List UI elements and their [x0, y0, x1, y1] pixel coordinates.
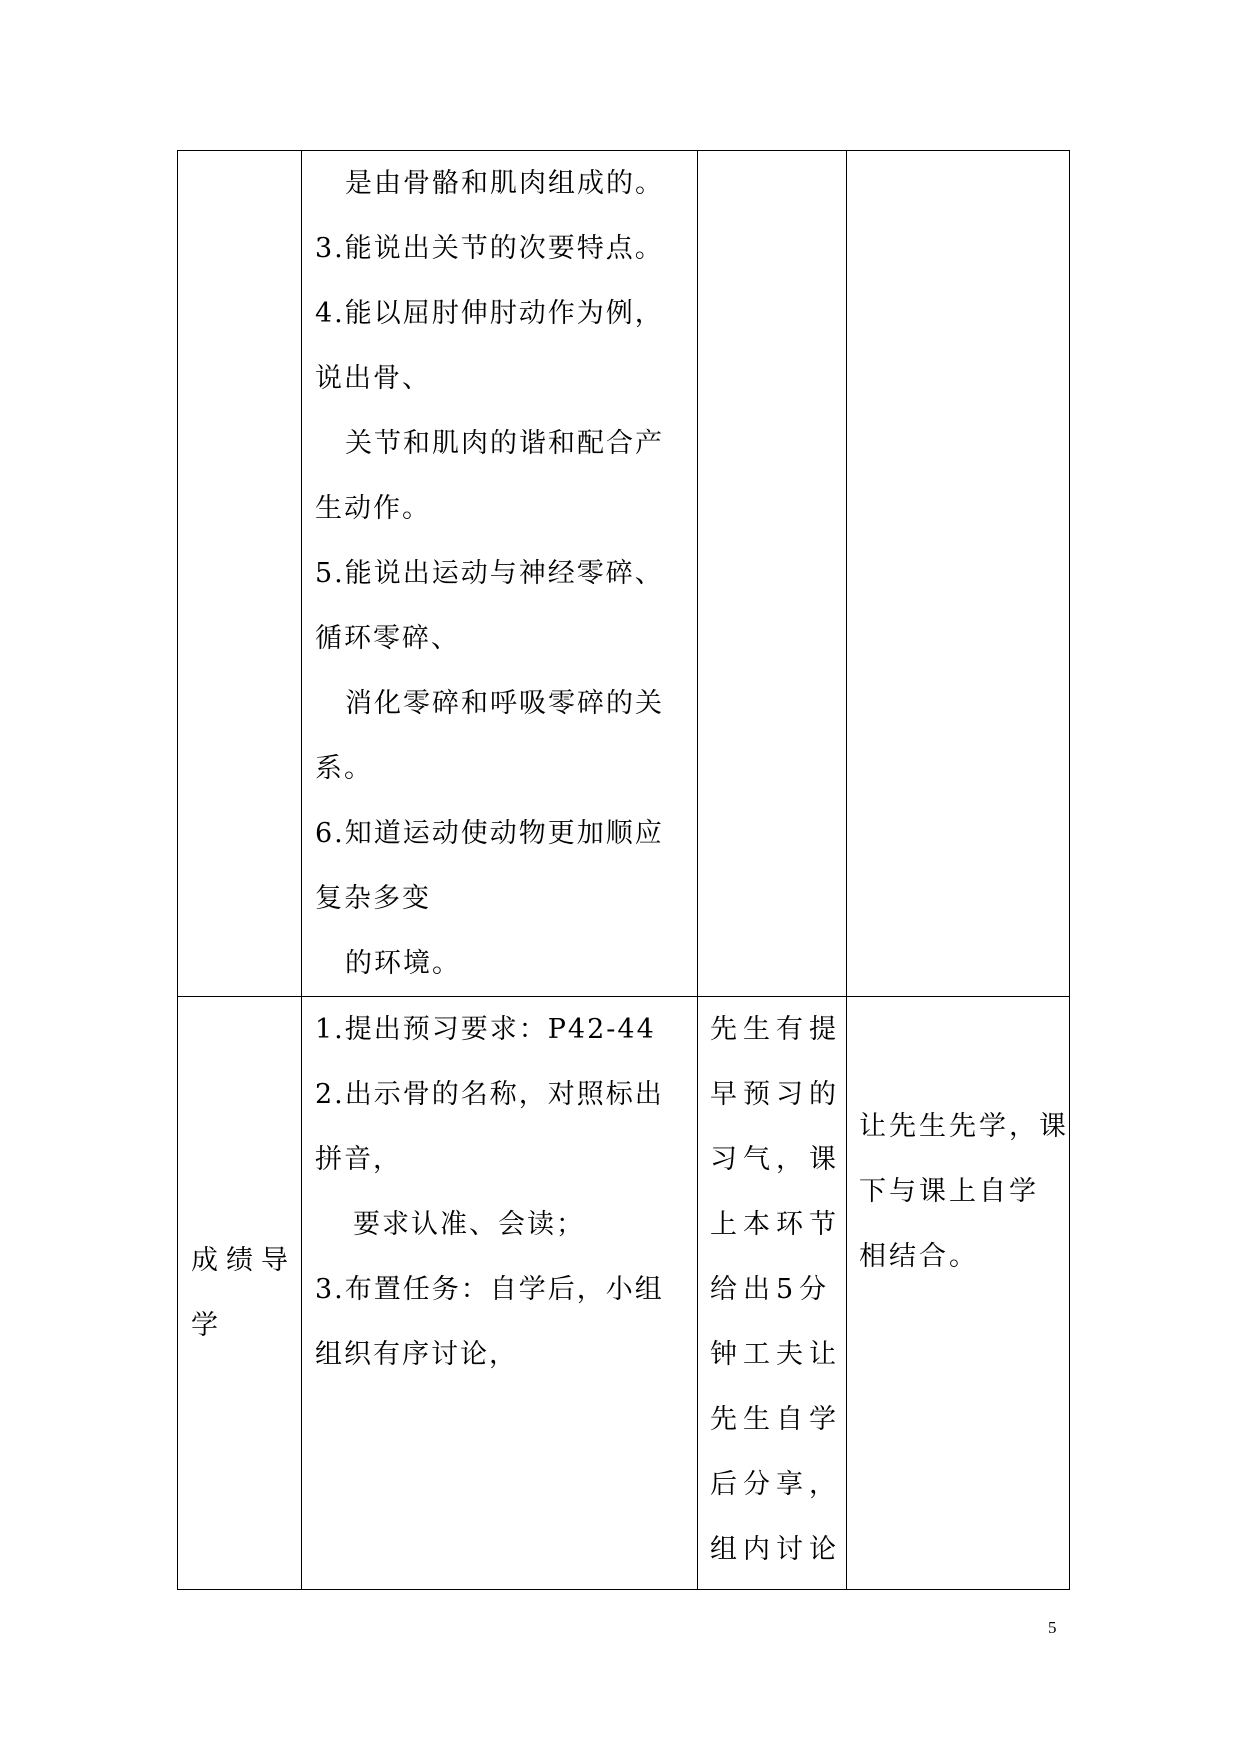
objective-line: 复杂多变	[315, 883, 431, 914]
objective-line: 的环境。	[345, 948, 461, 979]
activity-line: 拼音，	[315, 1144, 402, 1175]
stage-label: 学	[191, 1310, 226, 1341]
activity-line: 3.布置任务：自学后，小组	[315, 1274, 664, 1305]
objective-line: 关节和肌肉的谐和配合产	[345, 428, 664, 459]
table-row	[178, 997, 1070, 1590]
teacher-activities-cell	[302, 997, 698, 1590]
activity-line: 组织有序讨论，	[315, 1339, 518, 1370]
student-activity-line: 先生有提	[710, 1014, 842, 1045]
design-intent-line: 下与课上自学	[859, 1176, 1039, 1207]
design-intent-line: 让先生先学，课	[859, 1111, 1069, 1142]
objective-line: 生动作。	[315, 493, 431, 524]
activity-line: 2.出示骨的名称，对照标出	[315, 1079, 664, 1110]
design-intent-cell	[847, 997, 1070, 1590]
objective-line: 是由骨骼和肌肉组成的。	[345, 168, 664, 199]
objective-line: 5.能说出运动与神经零碎、	[315, 558, 664, 589]
student-activity-line: 上本环节	[710, 1209, 842, 1240]
student-activity-cell	[698, 997, 847, 1590]
activity-line: 要求认准、会读；	[353, 1209, 585, 1240]
stage-label-cell	[178, 151, 302, 997]
student-activity-line: 先生自学	[710, 1404, 842, 1435]
student-activity-line: 习气，课	[710, 1144, 842, 1175]
stage-label-cell	[178, 997, 302, 1590]
objective-line: 4.能以屈肘伸肘动作为例，	[315, 298, 664, 329]
objective-line: 循环零碎、	[315, 623, 460, 654]
student-activity-line: 早预习的	[710, 1079, 842, 1110]
objective-line: 消化零碎和呼吸零碎的关	[345, 688, 664, 719]
student-activity-line: 组内讨论	[710, 1534, 842, 1565]
objective-line: 说出骨、	[315, 363, 431, 394]
activity-line: 1.提出预习要求：P42-44	[315, 1014, 656, 1045]
table-row	[178, 151, 1070, 997]
stage-label: 成绩导	[191, 1245, 296, 1276]
student-activity-line: 后分享，	[710, 1469, 842, 1500]
student-activity-cell	[698, 151, 847, 997]
page-number: 5	[1048, 1618, 1057, 1637]
objective-line: 6.知道运动使动物更加顺应	[315, 818, 664, 849]
student-activity-line: 给出5分	[710, 1274, 833, 1305]
design-intent-cell	[847, 151, 1070, 997]
objective-line: 系。	[315, 753, 373, 784]
student-activity-line: 钟工夫让	[710, 1339, 842, 1370]
objectives-cell	[302, 151, 698, 997]
lesson-plan-table	[177, 150, 1070, 1590]
design-intent-line: 相结合。	[859, 1241, 979, 1272]
objective-line: 3.能说出关节的次要特点。	[315, 233, 664, 264]
